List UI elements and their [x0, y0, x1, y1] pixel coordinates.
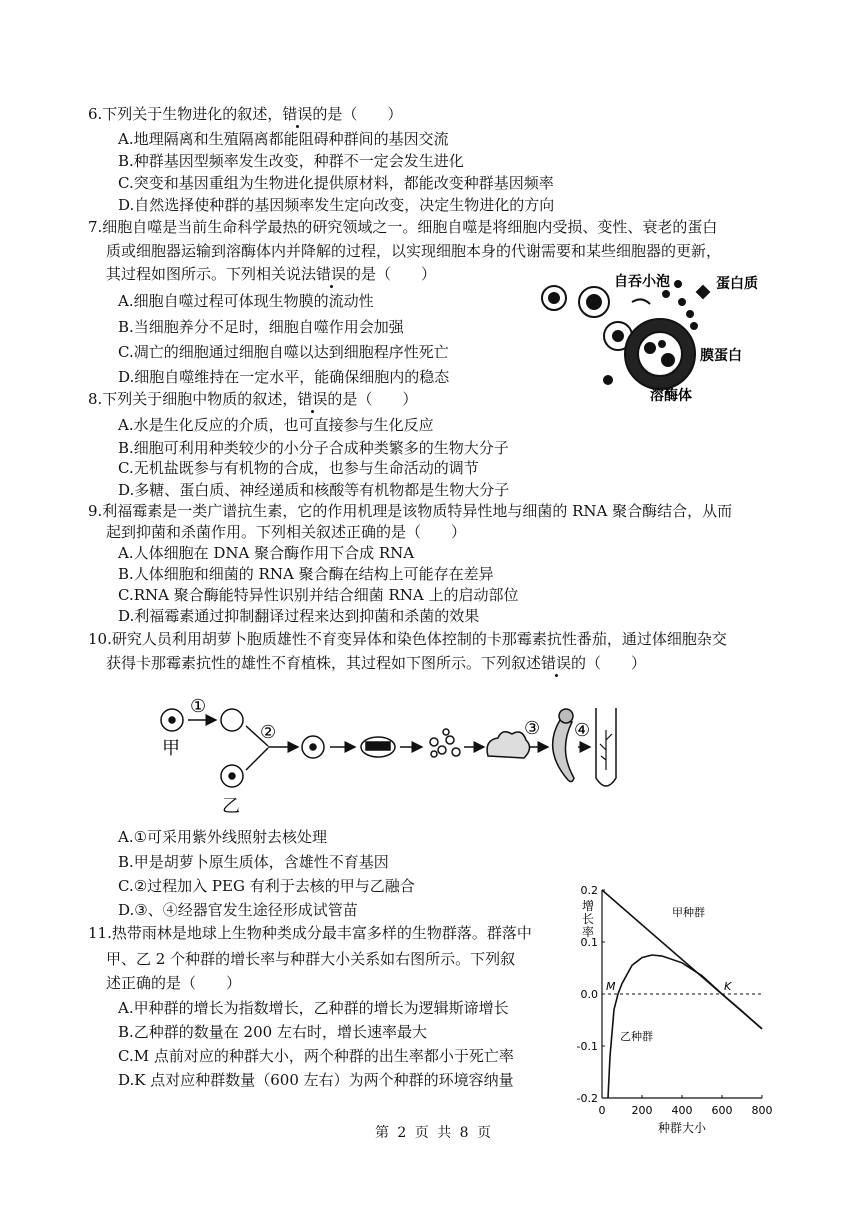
x-tick-label: 600: [711, 1104, 733, 1117]
y-tick-label: 0.1: [580, 936, 598, 949]
q7-stem-line1: 7.细胞自噬是当前生命科学最热的研究领域之一。细胞自噬是将细胞内受损、变性、衰老的蛋白: [88, 218, 718, 236]
label-protein: 蛋白质: [716, 276, 758, 292]
q9-option-b: B.人体细胞和细菌的 RNA 聚合酶在结构上可能存在差异: [118, 565, 494, 583]
q11-option-b: B.乙种群的数量在 200 左右时，增长速率最大: [118, 1023, 427, 1041]
label-yi: 乙: [222, 796, 240, 817]
q8-option-b: B.细胞可利用种类较少的小分子合成种类繁多的生物大分子: [118, 439, 509, 457]
q10-stem-line2: 获得卡那霉素抗性的雄性不育植株，其过程如下图所示。下列叙述错误的（ ）: [106, 654, 647, 672]
x-tick-label: 0: [598, 1104, 606, 1117]
q11-stem-line1: 11.热带雨林是地球上生物种类成分最丰富多样的生物群落。群落中: [88, 924, 532, 942]
annotation-m: M: [606, 980, 616, 993]
y-axis-label: 增长率: [582, 899, 595, 939]
x-tick-label: 200: [631, 1104, 653, 1117]
label-autophagosome: 自吞小泡: [614, 274, 670, 290]
q10-option-a: A.①可采用紫外线照射去核处理: [118, 828, 328, 846]
q10-option-d: D.③、④经器官发生途径形成试管苗: [118, 901, 358, 919]
q9-stem-line1: 9.利福霉素是一类广谱抗生素，它的作用机理是该物质特异性地与细菌的 RNA 聚合酶结合，从而: [88, 502, 733, 520]
q6-option-b: B.种群基因型频率发生改变，种群不一定会发生进化: [118, 152, 464, 170]
q6-option-d: D.自然选择使种群的基因频率发生定向改变，决定生物进化的方向: [118, 196, 555, 214]
embryoid: [553, 720, 574, 782]
q6-option-c: C.突变和基因重组为生物进化提供原材料，都能改变种群基因频率: [118, 174, 554, 192]
q10-stem-line1: 10.研究人员利用胡萝卜胞质雄性不育变异体和染色体控制的卡那霉素抗性番茄，通过体细胞杂交: [88, 630, 727, 648]
y-tick-label: 0.0: [580, 988, 598, 1001]
y-tick-label: 0.2: [580, 884, 598, 897]
enucleated-jia: [221, 709, 243, 731]
growth-rate-chart: [560, 880, 775, 1140]
q8-option-a: A.水是生化反应的介质，也可直接参与生化反应: [118, 416, 434, 434]
label-step1: ①: [190, 696, 207, 717]
series-line-yi: [608, 955, 762, 1098]
q6-stem: 6.下列关于生物进化的叙述，错误的是（ ）: [88, 105, 403, 123]
x-tick-label: 400: [671, 1104, 693, 1117]
q9-option-d: D.利福霉素通过抑制翻译过程来达到抑菌和杀菌的效果: [118, 607, 480, 625]
label-lysosome: 溶酶体: [650, 388, 692, 404]
q11-stem-line3: 述正确的是（ ）: [106, 974, 242, 992]
q8-option-d: D.多糖、蛋白质、神经递质和核酸等有机物都是生物大分子: [118, 481, 510, 499]
q7-option-a: A.细胞自噬过程可体现生物膜的流动性: [118, 292, 374, 310]
q8-stem: 8.下列关于细胞中物质的叙述，错误的是（ ）: [88, 390, 418, 408]
autophagy-diagram: [522, 262, 772, 412]
q7-stem-line3: 其过程如图所示。下列相关说法错误的是（ ）: [106, 265, 437, 283]
y-tick-label: -0.1: [576, 1040, 598, 1053]
legend-jia: 甲种群: [672, 906, 705, 919]
q9-option-a: A.人体细胞在 DNA 聚合酶作用下合成 RNA: [118, 544, 415, 562]
label-membrane-protein: 膜蛋白: [700, 348, 742, 364]
page-footer: 第 2 页 共 8 页: [374, 1125, 494, 1141]
label-step3: ③: [524, 718, 541, 739]
label-step4: ④: [574, 720, 591, 741]
q11-stem-line2: 甲、乙 2 个种群的增长率与种群大小关系如右图所示。下列叙: [106, 950, 516, 968]
legend-yi: 乙种群: [620, 1030, 653, 1043]
q11-option-c: C.M 点前对应的种群大小，两个种群的出生率都小于死亡率: [118, 1047, 514, 1065]
label-jia: 甲: [162, 738, 180, 759]
q11-option-d: D.K 点对应种群数量（600 左右）为两个种群的环境容纳量: [118, 1071, 514, 1089]
q9-option-c: C.RNA 聚合酶能特异性识别并结合细菌 RNA 上的启动部位: [118, 586, 519, 604]
q11-option-a: A.甲种群的增长为指数增长，乙种群的增长为逻辑斯谛增长: [118, 999, 509, 1017]
q7-option-c: C.凋亡的细胞通过细胞自噬以达到细胞程序性死亡: [118, 343, 449, 361]
label-step2: ②: [260, 722, 277, 743]
q9-stem-line2: 起到抑菌和杀菌作用。下列相关叙述正确的是（ ）: [106, 523, 467, 541]
y-tick-label: -0.2: [576, 1092, 598, 1105]
x-tick-label: 800: [751, 1104, 773, 1117]
q8-option-c: C.无机盐既参与有机物的合成，也参与生命活动的调节: [118, 459, 479, 477]
q7-stem-line2: 质或细胞器运输到溶酶体内并降解的过程，以实现细胞本身的代谢需要和某些细胞器的更新，: [106, 242, 722, 260]
q7-option-d: D.细胞自噬维持在一定水平，能确保细胞内的稳态: [118, 368, 450, 386]
x-axis-label: 种群大小: [657, 1121, 707, 1135]
q10-option-c: C.②过程加入 PEG 有利于去核的甲与乙融合: [118, 877, 415, 895]
q10-option-b: B.甲是胡萝卜原生质体，含雄性不育基因: [118, 853, 389, 871]
annotation-k: K: [724, 980, 732, 993]
q6-option-a: A.地理隔离和生殖隔离都能阻碍种群间的基因交流: [118, 130, 449, 148]
q7-option-b: B.当细胞养分不足时，细胞自噬作用会加强: [118, 318, 404, 336]
somatic-hybridization-diagram: [150, 690, 630, 820]
